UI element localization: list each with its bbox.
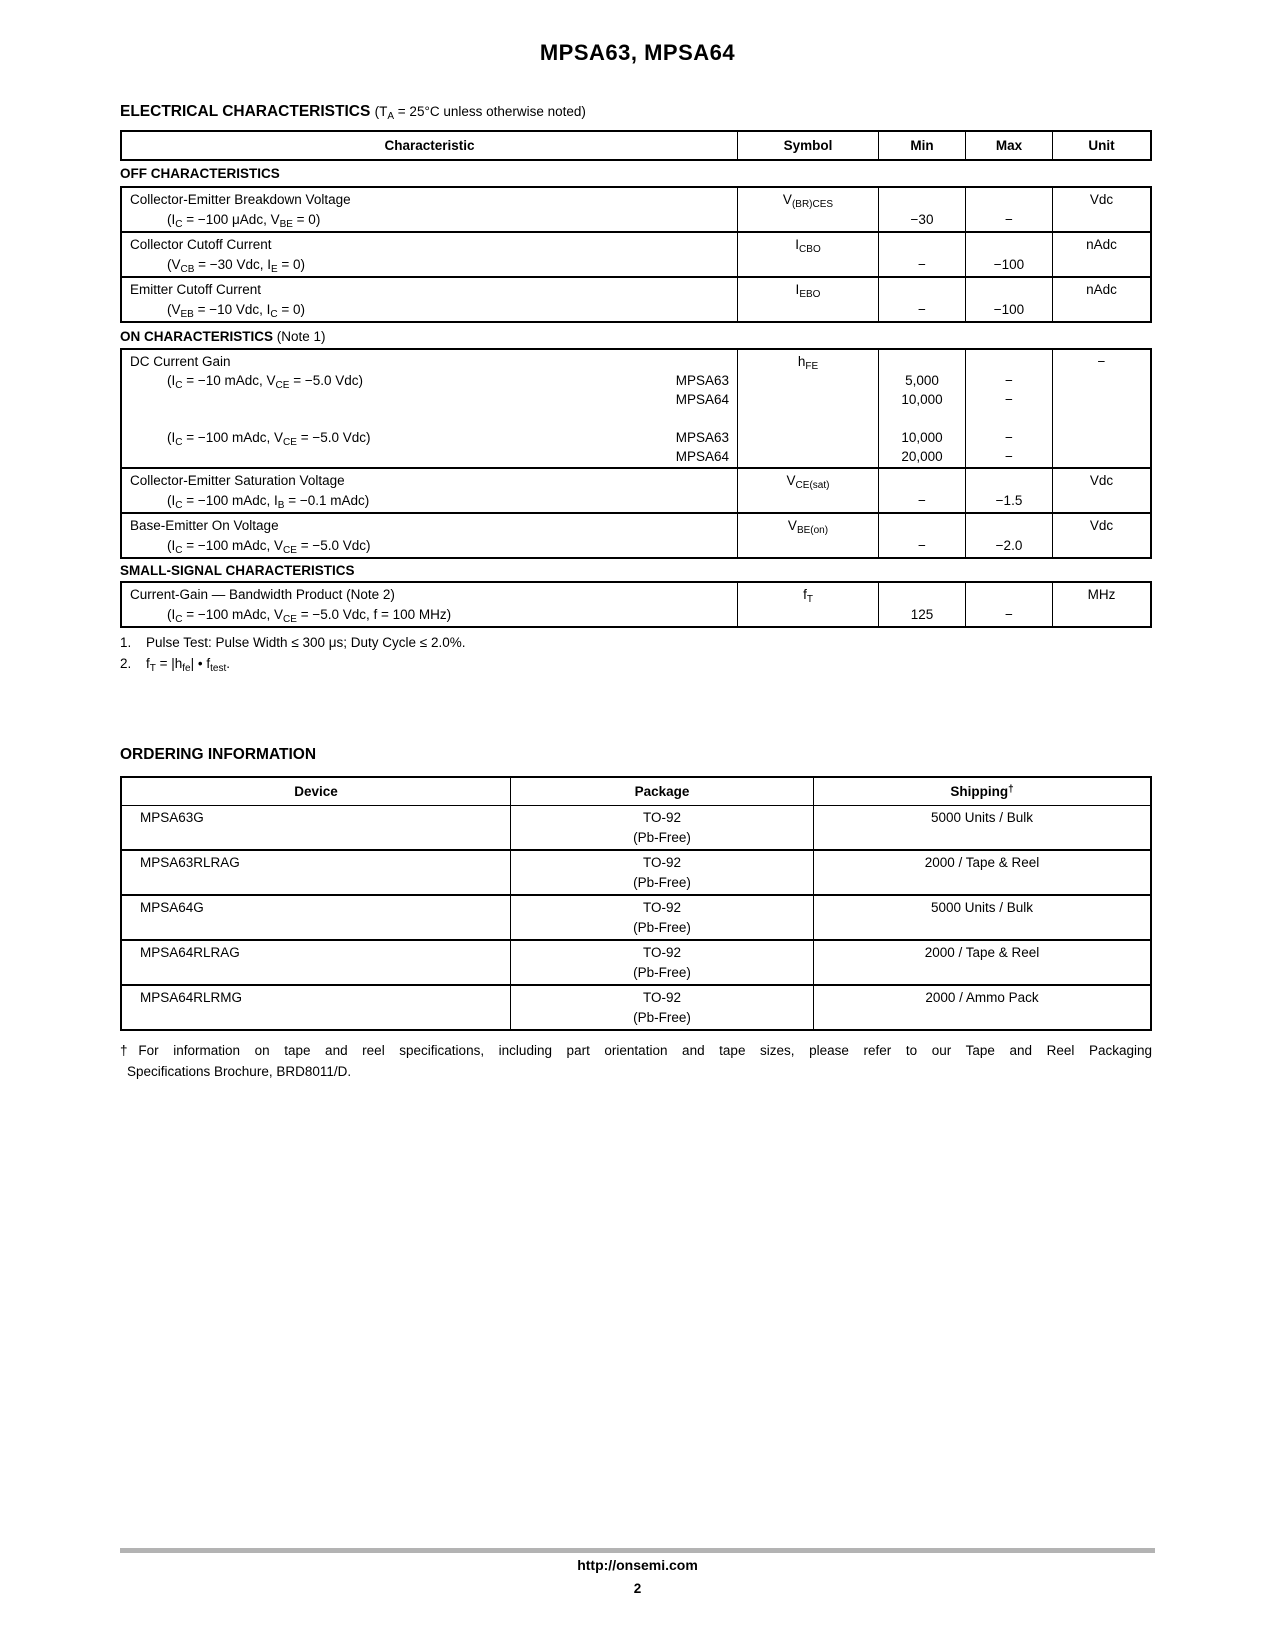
characteristic-name: Collector-Emitter Breakdown Voltage: [130, 192, 351, 207]
unit-value: Vdc: [1089, 473, 1114, 488]
max-value: −: [1005, 430, 1013, 445]
ordering-row: [122, 986, 1150, 1029]
column-header-device: Device: [294, 784, 338, 799]
ordering-row: [122, 851, 1150, 896]
max-value: −2.0: [995, 538, 1023, 553]
min-value: −: [918, 302, 926, 317]
symbol-value: $I_{EBO}$: [795, 282, 821, 300]
column-header-package: Package: [510, 778, 813, 805]
min-value: −: [918, 538, 926, 553]
unit-value: Vdc: [1089, 518, 1114, 533]
device-name: MPSA63RLRAG: [140, 855, 240, 870]
max-value: −: [1005, 373, 1013, 388]
package-name: TO-92: [642, 945, 681, 960]
note-number: 1.: [120, 635, 132, 650]
electrical-table-header: [120, 130, 1152, 161]
symbol-value: $h_{FE}$: [797, 354, 819, 372]
package-name: TO-92: [642, 855, 681, 870]
ordering-information-table: [120, 776, 1152, 1031]
unit-value: −: [1097, 354, 1106, 369]
characteristic-condition: ($V_{EB} = -10$ Vdc, $I_C = 0$): [167, 302, 306, 320]
device-label: MPSA64: [675, 449, 729, 464]
characteristic-name: DC Current Gain: [130, 354, 231, 369]
max-value: −: [1005, 212, 1013, 227]
column-header-symbol: Symbol: [737, 132, 878, 159]
ordering-row: [122, 896, 1150, 941]
package-note: (Pb-Free): [633, 1010, 691, 1025]
device-name: MPSA64RLRMG: [140, 990, 243, 1005]
unit-value: MHz: [1087, 587, 1116, 602]
footer-divider: [120, 1548, 1155, 1553]
footer-page-number: 2: [633, 1581, 642, 1596]
off-characteristics-table: [120, 186, 1152, 323]
footnote-line-2: Specifications Brochure, BRD8011/D.: [127, 1064, 352, 1079]
off-characteristics-section-label: OFF CHARACTERISTICS: [120, 166, 280, 181]
ordering-row: [122, 806, 1150, 851]
device-name: MPSA63G: [140, 810, 204, 825]
max-value: −100: [993, 257, 1025, 272]
table-row-dc-current-gain: [122, 350, 1150, 469]
characteristic-condition: ($I_C = -100$ mAdc, $V_{CE} = -5.0$ Vdc, f = 100 MHz): [167, 607, 452, 625]
characteristic-name: Collector Cutoff Current: [130, 237, 272, 252]
shipping-value: 5000 Units / Bulk: [930, 810, 1034, 825]
note-2: [120, 653, 1152, 674]
characteristic-condition: ($I_C = -10$ mAdc, $V_{CE} = -5.0$ Vdc): [167, 373, 363, 391]
max-value: −: [1005, 607, 1013, 622]
unit-value: nAdc: [1086, 282, 1117, 297]
unit-value: nAdc: [1086, 237, 1117, 252]
symbol-value: $V_{BE(on)}$: [787, 518, 829, 536]
characteristic-condition: ($V_{CB} = -30$ Vdc, $I_E = 0$): [167, 257, 306, 275]
table-row: [122, 188, 1150, 233]
table-row: [122, 233, 1150, 278]
package-name: TO-92: [642, 990, 681, 1005]
characteristic-condition: ($I_C = -100$ mAdc, $I_B = -0.1$ mAdc): [167, 493, 370, 511]
max-value: −: [1005, 449, 1013, 464]
package-note: (Pb-Free): [633, 830, 691, 845]
symbol-value: $I_{CBO}$: [795, 237, 821, 255]
characteristic-condition: ($I_C = -100$ μAdc, $V_{BE} = 0$): [167, 212, 321, 230]
shipping-value: 5000 Units / Bulk: [930, 900, 1034, 915]
min-value: 10,000: [901, 392, 943, 407]
device-label: MPSA63: [675, 430, 729, 445]
characteristic-name: Base-Emitter On Voltage: [130, 518, 279, 533]
min-value: −: [918, 493, 926, 508]
package-note: (Pb-Free): [633, 875, 691, 890]
package-note: (Pb-Free): [633, 965, 691, 980]
column-header-unit: Unit: [1052, 132, 1150, 159]
table-row: [122, 583, 1150, 626]
package-name: TO-92: [642, 810, 681, 825]
symbol-value: $V_{(BR)CES}$: [782, 192, 834, 210]
column-header-shipping: Shipping†: [813, 778, 1150, 805]
unit-value: Vdc: [1089, 192, 1114, 207]
min-value: 5,000: [905, 373, 939, 388]
table-row: [122, 278, 1150, 321]
max-value: −100: [993, 302, 1025, 317]
electrical-heading-note: ($T_A = 25^\circ C$ unless otherwise noted): [374, 104, 586, 122]
note-text: Pulse Test: Pulse Width ≤ 300 μs; Duty Cycle ≤ 2.0%.: [146, 635, 466, 650]
package-name: TO-92: [642, 900, 681, 915]
device-name: MPSA64G: [140, 900, 204, 915]
ordering-information-heading: ORDERING INFORMATION: [120, 746, 317, 763]
shipping-value: 2000 / Tape & Reel: [924, 855, 1040, 870]
symbol-value: $f_T$: [803, 587, 813, 605]
min-value: −30: [910, 212, 934, 227]
characteristic-name: Current-Gain — Bandwidth Product (Note 2): [130, 587, 395, 602]
characteristic-condition: ($I_C = -100$ mAdc, $V_{CE} = -5.0$ Vdc): [167, 430, 371, 448]
note-1: [120, 632, 1152, 653]
note-number: 2.: [120, 656, 132, 671]
column-header-min: Min: [878, 132, 965, 159]
small-signal-table: [120, 581, 1152, 628]
min-value: 10,000: [901, 430, 943, 445]
max-value: −: [1005, 392, 1013, 407]
characteristic-name: Collector-Emitter Saturation Voltage: [130, 473, 345, 488]
tape-reel-footnote: [120, 1040, 1152, 1082]
device-label: MPSA63: [675, 373, 729, 388]
on-characteristics-table: [120, 348, 1152, 559]
table-row: [122, 469, 1150, 514]
min-value: −: [918, 257, 926, 272]
table-row: [122, 514, 1150, 557]
device-label: MPSA64: [675, 392, 729, 407]
notes-list: [120, 632, 1152, 674]
min-value: 20,000: [901, 449, 943, 464]
footer-url[interactable]: http://onsemi.com: [577, 1557, 698, 1573]
ordering-table-header: [122, 778, 1150, 806]
device-name: MPSA64RLRAG: [140, 945, 240, 960]
footnote-line-1: †For information on tape and reel specifications, including part orientation and tape sizes, please refer to our Tape and Reel Packaging: [120, 1043, 1152, 1058]
characteristic-condition: ($I_C = -100$ mAdc, $V_{CE} = -5.0$ Vdc): [167, 538, 371, 556]
shipping-value: 2000 / Ammo Pack: [925, 990, 1039, 1005]
electrical-heading-label: ELECTRICAL CHARACTERISTICS: [120, 103, 371, 120]
min-value: 125: [910, 607, 934, 622]
on-section-label-text: ON CHARACTERISTICS: [120, 329, 274, 344]
characteristic-name: Emitter Cutoff Current: [130, 282, 262, 297]
page-title: MPSA63, MPSA64: [539, 40, 736, 65]
shipping-value: 2000 / Tape & Reel: [924, 945, 1040, 960]
on-section-label-note: (Note 1): [276, 329, 326, 344]
symbol-value: $V_{CE(sat)}$: [786, 473, 830, 491]
small-signal-section-label: SMALL-SIGNAL CHARACTERISTICS: [120, 563, 355, 578]
max-value: −1.5: [995, 493, 1023, 508]
electrical-characteristics-heading: [120, 103, 1152, 121]
note-text: $f_T = |h_{fe}|$ • $f_{test}$.: [146, 656, 231, 674]
column-header-characteristic: Characteristic: [384, 138, 475, 153]
column-header-max: Max: [965, 132, 1052, 159]
ordering-row: [122, 941, 1150, 986]
package-note: (Pb-Free): [633, 920, 691, 935]
on-characteristics-section-label: [120, 329, 1152, 344]
